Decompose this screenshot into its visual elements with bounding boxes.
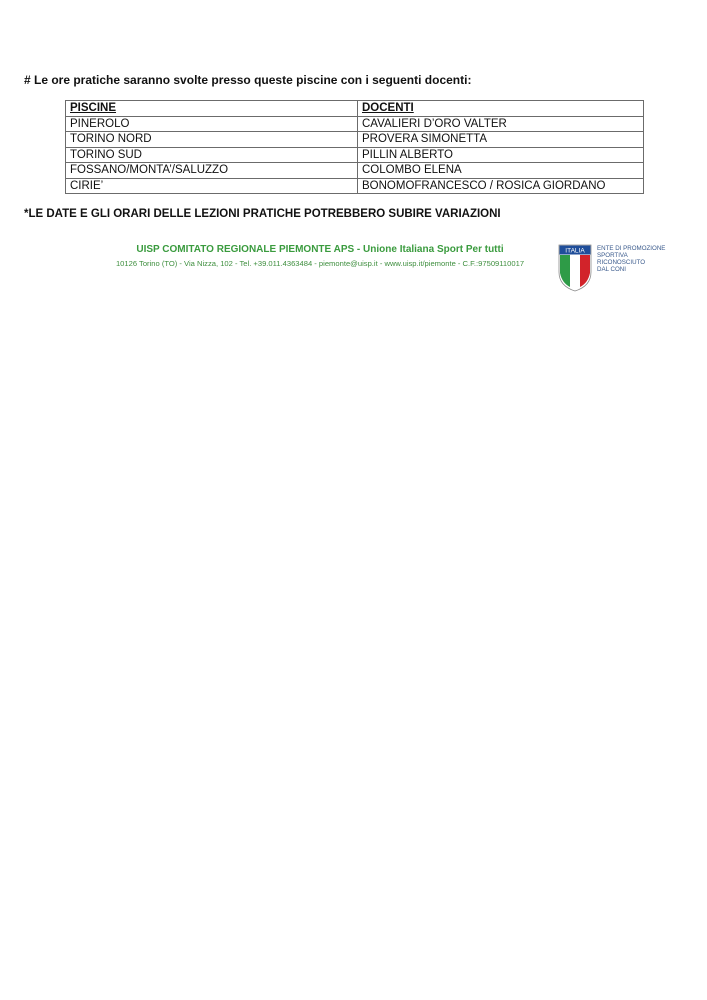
table-row bbox=[66, 132, 644, 148]
pool-cell: TORINO NORD bbox=[66, 132, 358, 148]
teacher-cell: PILLIN ALBERTO bbox=[358, 147, 644, 163]
header-docenti: DOCENTI bbox=[358, 101, 644, 117]
header-piscine: PISCINE bbox=[66, 101, 358, 117]
table-row bbox=[66, 178, 644, 194]
pool-cell: TORINO SUD bbox=[66, 147, 358, 163]
table-row bbox=[66, 147, 644, 163]
coni-shield-logo bbox=[558, 244, 592, 292]
coni-line: DAL CONI bbox=[597, 266, 626, 273]
shield-label: ITALIA bbox=[565, 247, 585, 255]
footer-address: 10126 Torino (TO) - Via Nizza, 102 - Tel. +39.011.4363484 - piemonte@uisp.it - www.uisp.it/piemonte - C.F.:97509110017 bbox=[115, 259, 525, 268]
teacher-cell: BONOMOFRANCESCO / ROSICA GIORDANO bbox=[358, 178, 644, 194]
intro-text: # Le ore pratiche saranno svolte presso queste piscine con i seguenti docenti: bbox=[24, 73, 472, 87]
teacher-cell: PROVERA SIMONETTA bbox=[358, 132, 644, 148]
schedule-notice: *LE DATE E GLI ORARI DELLE LEZIONI PRATICHE POTREBBERO SUBIRE VARIAZIONI bbox=[24, 208, 501, 220]
table-header-row bbox=[66, 101, 644, 117]
pool-cell: PINEROLO bbox=[66, 116, 358, 132]
coni-recognition-text bbox=[597, 245, 665, 273]
teacher-cell: CAVALIERI D’ORO VALTER bbox=[358, 116, 644, 132]
pools-table bbox=[65, 100, 644, 194]
table-row bbox=[66, 116, 644, 132]
teacher-cell: COLOMBO ELENA bbox=[358, 163, 644, 179]
pool-cell: FOSSANO/MONTA’/SALUZZO bbox=[66, 163, 358, 179]
coni-line: SPORTIVA bbox=[597, 252, 628, 259]
table-row bbox=[66, 163, 644, 179]
coni-line: RICONOSCIUTO bbox=[597, 259, 646, 266]
coni-line: ENTE DI PROMOZIONE bbox=[597, 245, 666, 252]
pool-cell: CIRIE’ bbox=[66, 178, 358, 194]
footer-org-name: UISP COMITATO REGIONALE PIEMONTE APS - Unione Italiana Sport Per tutti bbox=[136, 244, 504, 255]
